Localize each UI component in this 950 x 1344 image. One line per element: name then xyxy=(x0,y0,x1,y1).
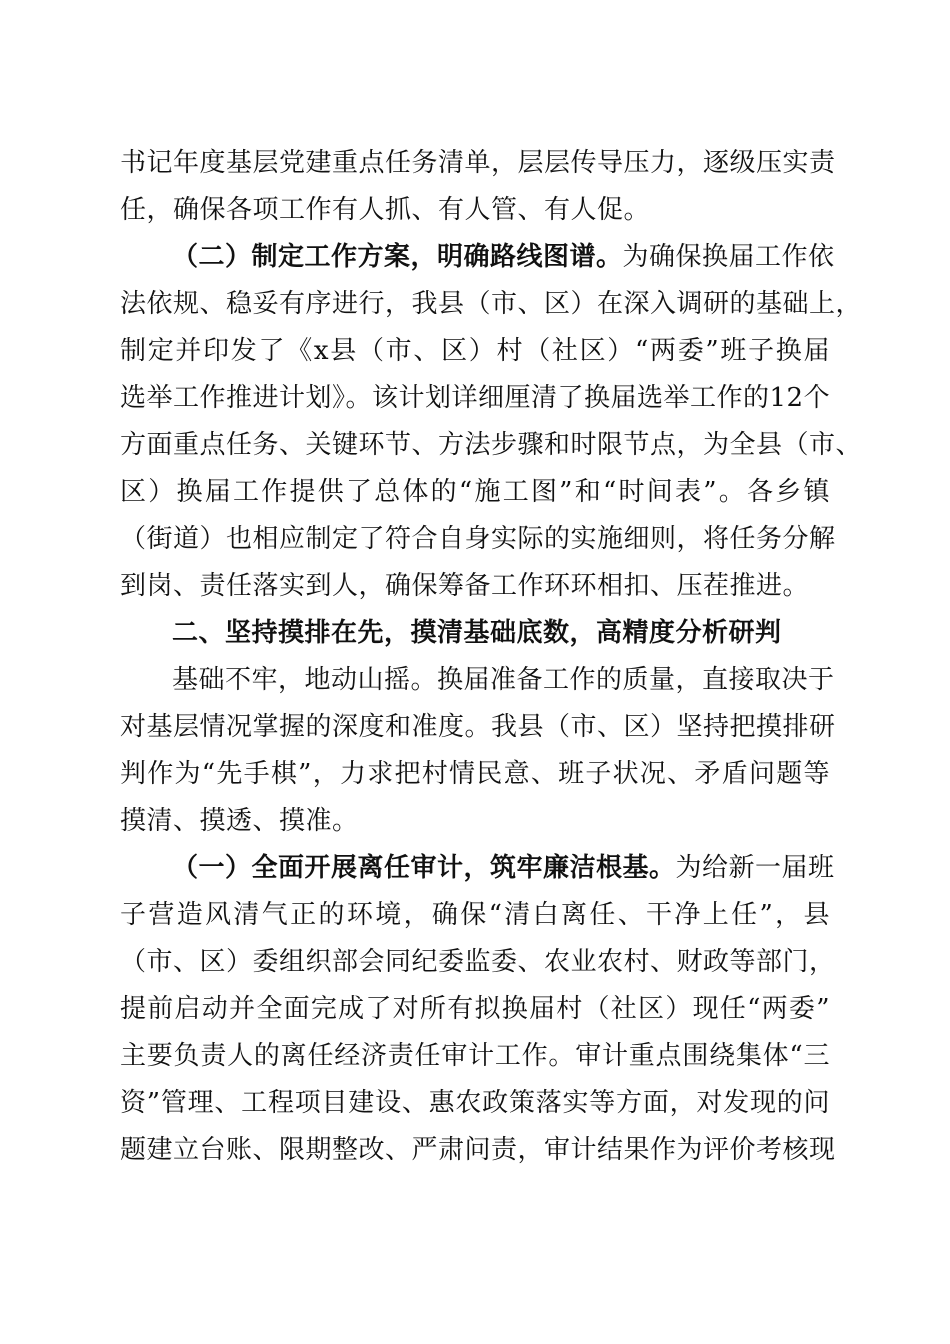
body-line: 提前启动并全面完成了对所有拟换届村（社区）现任“两委” xyxy=(120,994,830,1024)
section-heading: 二、坚持摸排在先，摸清基础底数，高精度分析研判 xyxy=(172,618,782,648)
body-line: 书记年度基层党建重点任务清单，层层传导压力，逐级压实责 xyxy=(120,148,836,178)
body-line: 对基层情况掌握的深度和准度。我县（市、区）坚持把摸排研 xyxy=(120,712,836,742)
body-line: 制定并印发了《x县（市、区）村（社区）“两委”班子换届 xyxy=(120,336,830,366)
body-line: 区）换届工作提供了总体的“施工图”和“时间表”。各乡镇 xyxy=(120,477,830,507)
body-line: （街道）也相应制定了符合自身实际的实施细则，将任务分解 xyxy=(120,524,836,554)
subsection-heading: （一）全面开展离任审计，筑牢廉洁根基。 xyxy=(172,853,676,883)
body-line: 资”管理、工程项目建设、惠农政策落实等方面，对发现的问 xyxy=(120,1088,830,1118)
subsection-heading-line: （一）全面开展离任审计，筑牢廉洁根基。为给新一届班 xyxy=(172,853,835,883)
document-body xyxy=(120,140,863,1174)
subsection-heading-line: （二）制定工作方案，明确路线图谱。为确保换届工作依 xyxy=(172,242,835,272)
body-line: 摸清、摸透、摸准。 xyxy=(120,806,359,836)
body-line: 判作为“先手棋”，力求把村情民意、班子状况、矛盾问题等 xyxy=(120,759,830,789)
body-line: 子营造风清气正的环境，确保“清白离任、干净上任”，县 xyxy=(120,900,830,930)
body-line: 任，确保各项工作有人抓、有人管、有人促。 xyxy=(120,195,651,225)
body-line: 法依规、稳妥有序进行，我县（市、区）在深入调研的基础上， xyxy=(120,289,863,319)
body-line: 方面重点任务、关键环节、方法步骤和时限节点，为全县（市、 xyxy=(120,430,863,460)
body-line: 主要负责人的离任经济责任审计工作。审计重点围绕集体“三 xyxy=(120,1041,830,1071)
body-line: 题建立台账、限期整改、严肃问责，审计结果作为评价考核现 xyxy=(120,1135,836,1165)
body-line: 选举工作推进计划》。该计划详细厘清了换届选举工作的12个 xyxy=(120,383,831,413)
body-line: 基础不牢，地动山摇。换届准备工作的质量，直接取决于 xyxy=(172,665,835,695)
body-line: （市、区）委组织部会同纪委监委、农业农村、财政等部门， xyxy=(120,947,836,977)
body-line: 到岗、责任落实到人，确保筹备工作环环相扣、压茬推进。 xyxy=(120,571,810,601)
subsection-heading: （二）制定工作方案，明确路线图谱。 xyxy=(172,242,623,272)
